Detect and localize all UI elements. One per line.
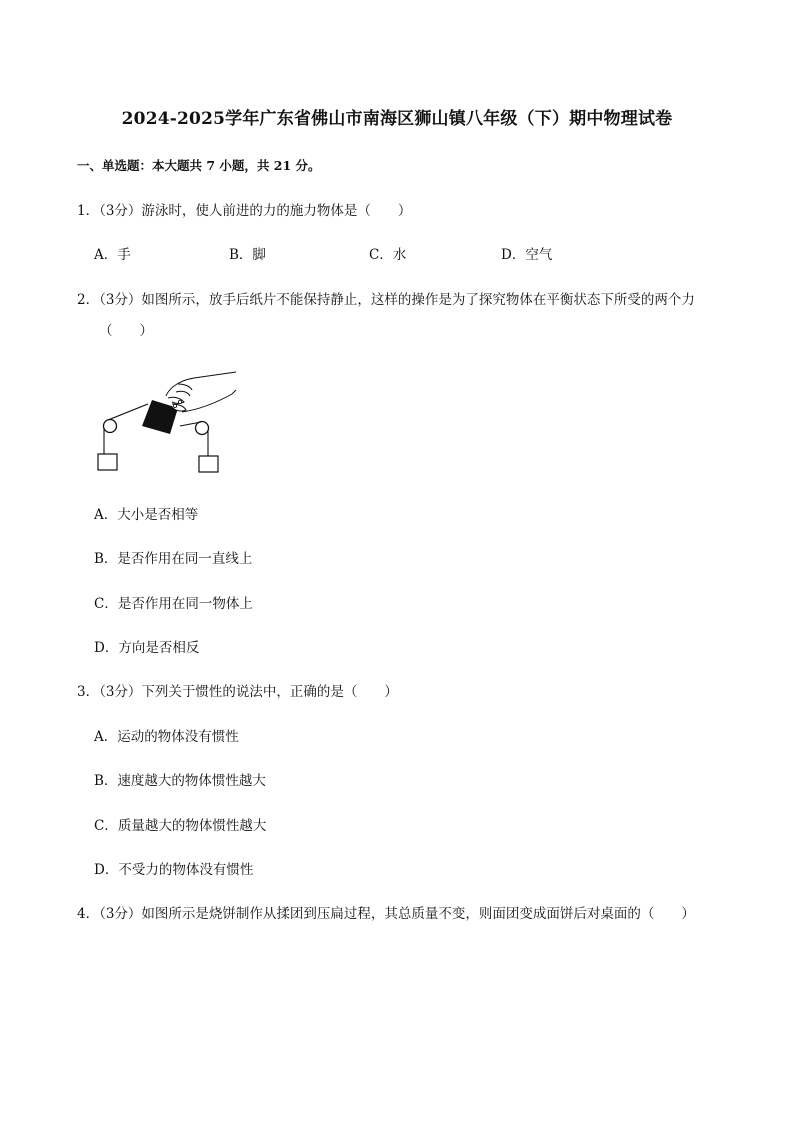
question-2-option-d: D．方向是否相反 [94, 640, 200, 656]
pulley-paper-figure [96, 370, 246, 476]
question-1-option-a: A．手 [94, 247, 131, 263]
question-2-stem-text: 2．（3分）如图所示，放手后纸片不能保持静止，这样的操作是为了探究物体在平衡状态下所受的两个力 [77, 292, 695, 308]
question-3-option-a: A．运动的物体没有惯性 [94, 729, 239, 745]
question-4-stem: 4．（3分）如图所示是烧饼制作从揉团到压扁过程，其总质量不变，则面团变成面饼后对桌面的（ ） [77, 906, 695, 922]
question-2-stem [77, 291, 727, 340]
question-3-option-d: D．不受力的物体没有惯性 [94, 862, 254, 878]
question-3-option-b: B．速度越大的物体惯性越大 [94, 773, 266, 789]
question-1-stem: 1．（3分）游泳时，使人前进的力的施力物体是（ ） [77, 203, 412, 219]
question-1-option-c: C．水 [369, 247, 407, 263]
question-2-option-a: A．大小是否相等 [94, 507, 199, 523]
question-1-option-b: B．脚 [229, 247, 266, 263]
page-title: 2024-2025学年广东省佛山市南海区狮山镇八年级（下）期中物理试卷 [121, 109, 673, 129]
question-3-stem: 3．（3分）下列关于惯性的说法中，正确的是（ ） [77, 684, 398, 700]
question-2-option-b: B．是否作用在同一直线上 [94, 551, 253, 567]
section-heading: 一、单选题：本大题共 7 小题，共 21 分。 [77, 158, 321, 173]
question-2-stem-bracket: （ ） [99, 323, 153, 339]
question-3-option-c: C．质量越大的物体惯性越大 [94, 818, 267, 834]
question-1-option-d: D．空气 [501, 247, 553, 263]
question-2-option-c: C．是否作用在同一物体上 [94, 596, 253, 612]
